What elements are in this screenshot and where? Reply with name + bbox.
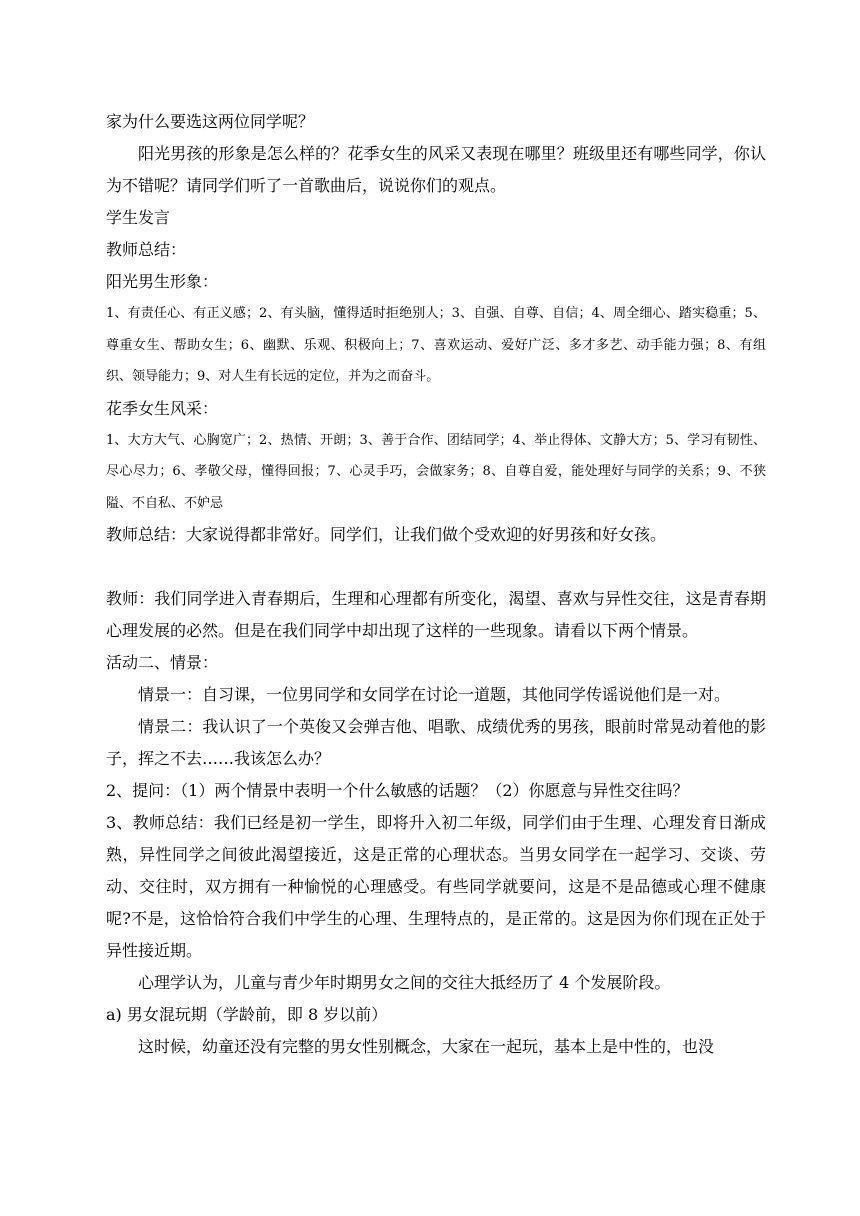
paragraph: 教师总结：: [106, 240, 187, 259]
paragraph: 情景二：我认识了一个英俊又会弹吉他、唱歌、成绩优秀的男孩，眼前时常晃动着他的影子，挥之不去……我该怎么办？: [106, 717, 766, 768]
list-paragraph: 1、有责任心、有正义感；2、有头脑，懂得适时拒绝别人；3、自强、自尊、自信；4、周全细心、踏实稳重；5、尊重女生、帮助女生；6、幽默、乐观、积极向上；7、喜欢运动、爱好广泛、多才多艺、动手能力强；8、有组织、领导能力；9、对人生有长远的定位，并为之而奋斗。: [106, 306, 766, 384]
paragraph: 3、教师总结：我们已经是初一学生，即将升入初二年级，同学们由于生理、心理发育日渐成熟，异性同学之间彼此渴望接近，这是正常的心理状态。当男女同学在一起学习、交谈、劳动、交往时，双方拥有一种愉悦的心理感受。有些同学就要问，这是不是品德或心理不健康呢?不是，这恰恰符合我们中学生的心理、生理特点的，是正常的。这是因为你们现在正处于异性接近期。: [106, 813, 766, 960]
paragraph: 家为什么要选这两位同学呢？: [106, 112, 315, 131]
paragraph: 情景一：自习课，一位男同学和女同学在讨论一道题，其他同学传谣说他们是一对。: [138, 685, 731, 704]
section-heading: 活动二、情景：: [106, 653, 219, 672]
blank-line: [106, 551, 766, 583]
list-paragraph: 1、大方大气、心胸宽广；2、热情、开朗；3、善于合作、团结同学；4、举止得体、文静大方；5、学习有韧性、尽心尽力；6、孝敬父母，懂得回报；7、心灵手巧，会做家务；8、自尊自爱，能处理好与同学的关系；9、不狭隘、不自私、不妒忌: [106, 432, 766, 511]
document-body: [106, 106, 766, 1063]
section-heading: 花季女生风采：: [106, 398, 219, 418]
paragraph: 阳光男孩的形象是怎么样的？花季女生的风采又表现在哪里？班级里还有哪些同学，你认为不错呢？请同学们听了一首歌曲后，说说你们的观点。: [106, 144, 766, 195]
paragraph: 学生发言: [106, 208, 171, 227]
paragraph: a) 男女混玩期（学龄前，即 8 岁以前）: [106, 1005, 388, 1024]
paragraph: 这时候，幼童还没有完整的男女性别概念，大家在一起玩，基本上是中性的，也没: [138, 1037, 715, 1056]
section-heading: 阳光男生形象：: [106, 272, 219, 291]
paragraph: 2、提问：（1）两个情景中表明一个什么敏感的话题？（2）你愿意与异性交往吗？: [106, 781, 689, 800]
paragraph: 教师：我们同学进入青春期后，生理和心理都有所变化，渴望、喜欢与异性交往，这是青春期心理发展的必然。但是在我们同学中却出现了这样的一些现象。请看以下两个情景。: [106, 589, 766, 640]
paragraph: 心理学认为，儿童与青少年时期男女之间的交往大抵经历了 4 个发展阶段。: [138, 973, 671, 992]
paragraph: 教师总结：大家说得都非常好。同学们，让我们做个受欢迎的好男孩和好女孩。: [106, 525, 667, 544]
